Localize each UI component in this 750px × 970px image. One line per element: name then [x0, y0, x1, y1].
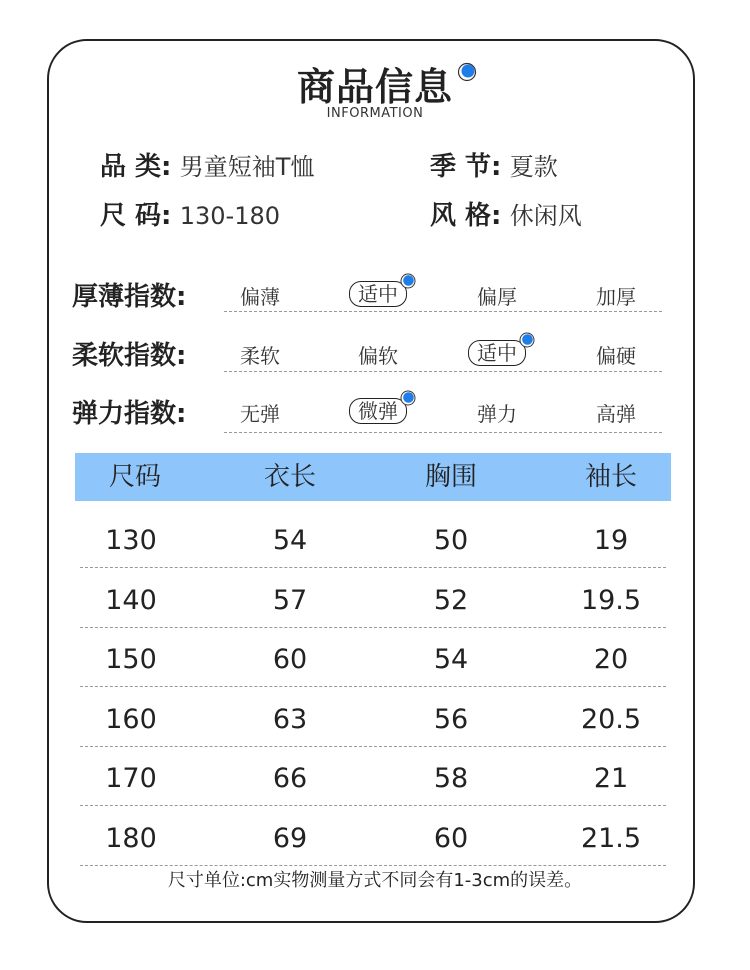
index-label: 弹力指数: [72, 399, 187, 429]
option-label: 无弹 [240, 402, 280, 426]
table-cell: 21 [593, 763, 629, 795]
index-option-text [596, 344, 636, 368]
size-value: 130-180 [179, 202, 280, 230]
measurement-note: 尺寸单位:cm实物测量方式不同会有1-3cm的误差。 [167, 870, 583, 891]
table-cell: 52 [433, 584, 469, 616]
table-cell: 60 [433, 823, 469, 854]
table-row [80, 688, 666, 747]
index-option-text [240, 344, 280, 368]
table-row [80, 628, 666, 687]
index-option [452, 281, 542, 310]
table-cell: 54 [433, 644, 469, 676]
option-label: 偏厚 [477, 285, 517, 309]
index-label: 厚薄指数: [72, 282, 187, 312]
index-option-text [596, 402, 636, 426]
season-value: 夏款 [509, 153, 558, 181]
option-label: 柔软 [240, 344, 280, 368]
index-option-text [349, 398, 407, 424]
dashed-divider [224, 311, 662, 312]
header-length: 衣长 [263, 462, 316, 492]
category-row [100, 146, 314, 183]
style-label: 风 格: [430, 201, 502, 231]
index-option-text [240, 402, 280, 426]
table-cell: 130 [105, 525, 157, 556]
table-cell: 50 [433, 525, 469, 556]
table-row [80, 747, 666, 806]
table-cell: 60 [272, 644, 308, 676]
table-row [80, 569, 666, 628]
index-option-text [358, 344, 398, 368]
index-option-text [468, 340, 526, 366]
index-option [452, 398, 542, 427]
index-option-text [349, 281, 407, 307]
index-option [571, 281, 661, 310]
page-subtitle: INFORMATION [326, 106, 424, 121]
index-option-text [477, 402, 517, 426]
table-cell: 20.5 [580, 703, 642, 735]
index-option [215, 281, 305, 310]
option-label: 偏软 [358, 344, 398, 368]
index-option [571, 340, 661, 369]
index-label: 柔软指数: [72, 341, 187, 371]
blue-dot-icon [400, 273, 416, 289]
index-option-text [240, 285, 280, 309]
option-label: 适中 [358, 282, 398, 306]
table-cell: 21.5 [580, 823, 642, 854]
index-option-text [596, 285, 636, 309]
table-cell: 19 [593, 525, 629, 556]
table-cell: 170 [105, 763, 157, 795]
table-row [80, 807, 666, 866]
blue-dot-icon [457, 62, 477, 82]
index-option [333, 340, 423, 369]
category-value: 男童短袖T恤 [179, 153, 315, 181]
option-label: 加厚 [596, 285, 636, 309]
style-row [430, 195, 582, 232]
table-cell: 160 [105, 703, 157, 735]
blue-dot-icon [400, 390, 416, 406]
table-cell: 58 [433, 763, 469, 795]
table-cell: 69 [272, 823, 308, 854]
table-cell: 180 [105, 823, 157, 854]
option-label: 高弹 [596, 402, 636, 426]
dashed-divider [224, 432, 662, 433]
size-table-header [75, 453, 671, 501]
table-cell: 19.5 [580, 584, 642, 616]
index-option [215, 398, 305, 427]
index-option [571, 398, 661, 427]
dashed-divider [224, 371, 662, 372]
blue-dot-icon [519, 332, 535, 348]
index-option-selected [333, 281, 423, 307]
header-chest: 胸围 [424, 462, 477, 492]
size-label: 尺 码: [100, 201, 172, 231]
table-row [80, 509, 666, 568]
table-cell: 63 [272, 703, 308, 735]
option-label: 适中 [477, 341, 517, 365]
season-row [430, 146, 558, 183]
header-size: 尺码 [108, 462, 161, 492]
option-label: 微弹 [358, 399, 398, 423]
index-option [215, 340, 305, 369]
table-cell: 20 [593, 644, 629, 676]
style-value: 休闲风 [509, 202, 582, 230]
size-row [100, 195, 280, 232]
index-option-selected [333, 398, 423, 424]
title-text: 商品信息 [296, 65, 453, 109]
category-label: 品 类: [100, 152, 172, 182]
table-cell: 54 [272, 525, 308, 556]
index-option-selected [452, 340, 542, 366]
option-label: 偏硬 [596, 344, 636, 368]
option-label: 弹力 [477, 402, 517, 426]
page-title [0, 56, 750, 111]
header-sleeve: 袖长 [584, 462, 637, 492]
option-label: 偏薄 [240, 285, 280, 309]
season-label: 季 节: [430, 152, 502, 182]
table-cell: 57 [272, 584, 308, 616]
index-option-text [477, 285, 517, 309]
table-cell: 66 [272, 763, 308, 795]
table-cell: 140 [105, 584, 157, 616]
table-cell: 150 [105, 644, 157, 676]
table-cell: 56 [433, 703, 469, 735]
